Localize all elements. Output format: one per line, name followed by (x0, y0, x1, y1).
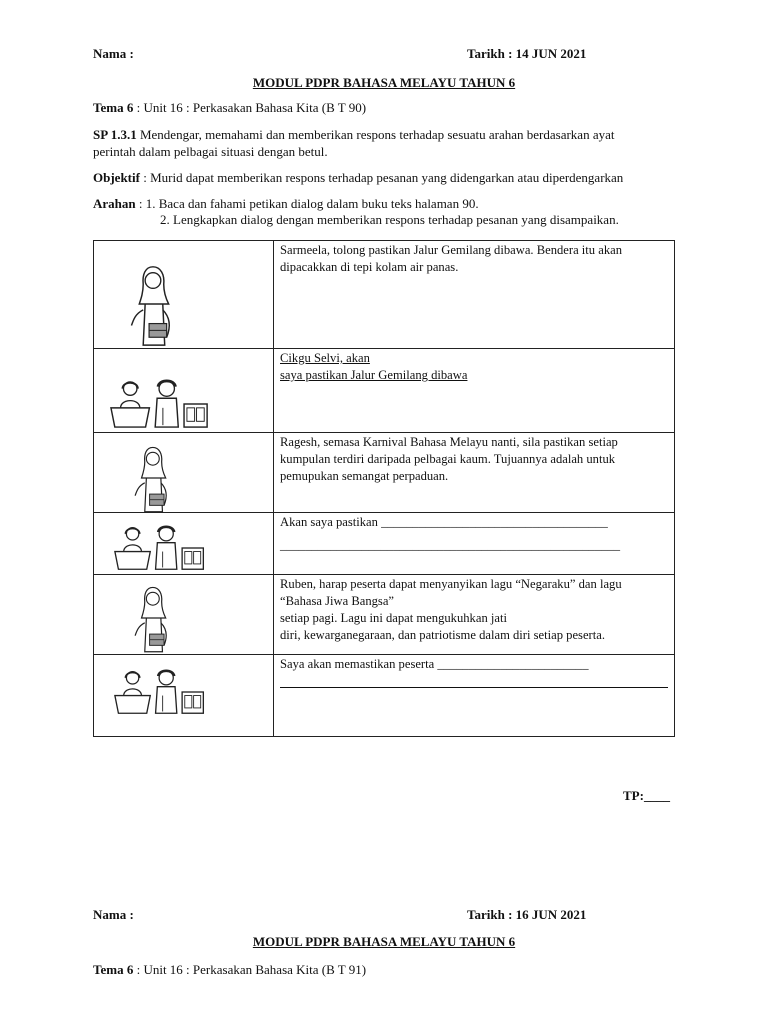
response-cell (274, 349, 675, 433)
response-line-1: Saya akan memastikan peserta ________________________ (280, 657, 589, 671)
students-figure-icon (108, 525, 212, 571)
dialog-text-cell (274, 575, 675, 655)
students-cell (94, 655, 274, 737)
arahan-1: : 1. Baca dan fahami petikan dialog dalam buku teks halaman 90. (135, 196, 479, 211)
table-row (94, 241, 675, 349)
tema-label-2: Tema 6 (93, 962, 134, 977)
tema-text: : Unit 16 : Perkasakan Bahasa Kita (B T 90) (133, 100, 367, 115)
teacher-cell (94, 241, 274, 349)
nama-label: Nama : (93, 46, 134, 61)
table-row (94, 349, 675, 433)
objektif-text: : Murid dapat memberikan respons terhadap pesanan yang didengarkan atau diperdengarkan (139, 170, 624, 185)
tema-label: Tema 6 (93, 100, 134, 115)
table-row (94, 433, 675, 513)
dialog-line-3: setiap pagi. Lagu ini dapat mengukuhkan jati (280, 611, 507, 625)
response-line-2: ______________________________________________________ (280, 538, 621, 552)
response-line-1: Akan saya pastikan ____________________________________ (280, 515, 608, 529)
response-cell (274, 513, 675, 575)
dialog-table (93, 240, 675, 737)
teacher-cell (94, 433, 274, 513)
page-title-2: MODUL PDPR BAHASA MELAYU TAHUN 6 (252, 934, 516, 949)
students-figure-icon (108, 379, 212, 429)
teacher-figure-icon (122, 259, 182, 349)
students-cell (94, 349, 274, 433)
tp-score: TP:____ (623, 788, 670, 803)
response-cell (274, 655, 675, 737)
arahan-label: Arahan (93, 196, 136, 211)
teacher-cell (94, 575, 274, 655)
tema-line (93, 99, 366, 116)
objektif-label: Objektif (93, 170, 140, 185)
sp-line (93, 126, 614, 143)
tarikh-label-2: Tarikh : 16 JUN 2021 (467, 907, 587, 922)
tema-line-2 (93, 961, 366, 978)
nama-label-2: Nama : (93, 907, 134, 922)
sp-text-2: perintah dalam pelbagai situasi dengan betul. (93, 144, 328, 159)
dialog-line-4: diri, kewarganegaraan, dan patriotisme dalam diri setiap peserta. (280, 628, 605, 642)
students-cell (94, 513, 274, 575)
objektif-line (93, 169, 623, 186)
table-row (94, 655, 675, 737)
teacher-figure-icon (122, 581, 182, 655)
sp-text-1: Mendengar, memahami dan memberikan respons terhadap sesuatu arahan berdasarkan ayat (136, 127, 615, 142)
arahan-2: 2. Lengkapkan dialog dengan memberikan respons terhadap pesanan yang disampaikan. (160, 212, 619, 227)
sp-label: SP 1.3.1 (93, 127, 137, 142)
dialog-line-2: “Bahasa Jiwa Bangsa” (280, 594, 395, 608)
dialog-text: Ragesh, semasa Karnival Bahasa Melayu nanti, sila pastikan setiap kumpulan terdiri daripada pelbagai kaum. Tujuannya adalah untuk pemupukan semangat perpaduan. (274, 433, 675, 513)
tema-text-2: : Unit 16 : Perkasakan Bahasa Kita (B T 91) (133, 962, 367, 977)
students-figure-icon (108, 669, 212, 715)
response-line-2: saya pastikan Jalur Gemilang dibawa (280, 368, 468, 382)
tarikh-label: Tarikh : 14 JUN 2021 (467, 46, 587, 61)
teacher-figure-icon (122, 441, 182, 515)
dialog-line-1: Ruben, harap peserta dapat menyanyikan lagu “Negaraku” dan lagu (280, 577, 622, 591)
table-row (94, 575, 675, 655)
response-line-1: Cikgu Selvi, akan (280, 351, 370, 365)
arahan-line (93, 195, 479, 212)
dialog-text: Sarmeela, tolong pastikan Jalur Gemilang dibawa. Bendera itu akan dipacakkan di tepi kolam air panas. (274, 241, 675, 349)
answer-underline (280, 687, 668, 688)
table-row (94, 513, 675, 575)
page-title: MODUL PDPR BAHASA MELAYU TAHUN 6 (252, 75, 516, 90)
